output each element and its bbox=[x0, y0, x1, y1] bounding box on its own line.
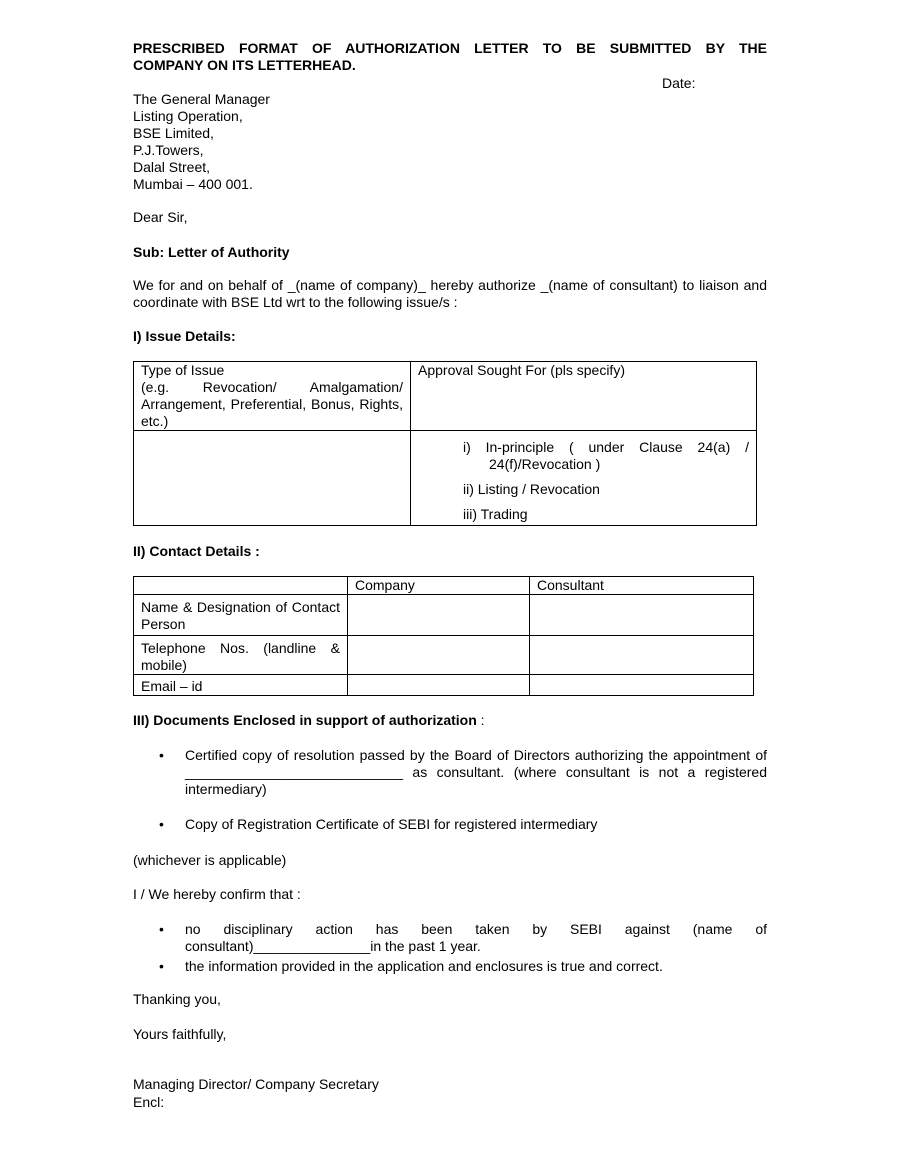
documents-heading-line bbox=[133, 712, 485, 729]
contact-consultant-cell bbox=[530, 595, 754, 636]
type-of-issue-header: Type of Issue bbox=[141, 362, 225, 378]
address-line: Mumbai – 400 001. bbox=[133, 176, 253, 192]
approval-item: ii) Listing / Revocation bbox=[463, 481, 600, 497]
list-item bbox=[133, 958, 767, 975]
bullet-icon: • bbox=[159, 816, 164, 832]
address-line: Listing Operation, bbox=[133, 108, 243, 124]
list-item bbox=[133, 921, 767, 955]
documents-heading-suffix: : bbox=[476, 712, 485, 728]
table-row bbox=[134, 595, 754, 636]
title-line-1: PRESCRIBED FORMAT OF AUTHORIZATION LETTER TO BE SUBMITTED BY THE bbox=[133, 40, 767, 56]
approval-sought-value-cell bbox=[411, 431, 757, 526]
contact-company-cell bbox=[348, 675, 530, 696]
table-row bbox=[134, 431, 757, 526]
list-item-text: Certified copy of resolution passed by the Board of Directors authorizing the appointment of ____________________________ as consultant. (where consultant is not a registered intermediary) bbox=[185, 747, 767, 797]
date-label: Date: bbox=[662, 75, 696, 91]
list-item bbox=[133, 816, 767, 833]
table-row bbox=[134, 636, 754, 675]
approval-item bbox=[463, 439, 749, 473]
contact-consultant-cell bbox=[530, 675, 754, 696]
approval-item-line: i) In-principle ( under Clause 24(a) / bbox=[463, 439, 749, 455]
contact-header-consultant: Consultant bbox=[530, 577, 754, 595]
confirm-intro: I / We hereby confirm that : bbox=[133, 886, 301, 902]
confirm-list bbox=[133, 921, 767, 975]
issue-details-heading: I) Issue Details: bbox=[133, 328, 236, 344]
signatory-title: Managing Director/ Company Secretary bbox=[133, 1076, 379, 1092]
address-line: BSE Limited, bbox=[133, 125, 214, 141]
contact-row-label: Telephone Nos. (landline & mobile) bbox=[134, 636, 348, 675]
contact-row-label: Email – id bbox=[134, 675, 348, 696]
address-line: P.J.Towers, bbox=[133, 142, 204, 158]
approval-sought-header: Approval Sought For (pls specify) bbox=[418, 362, 625, 378]
contact-company-cell bbox=[348, 636, 530, 675]
contact-details-table bbox=[133, 576, 754, 696]
intro-paragraph: We for and on behalf of _(name of company)_ hereby authorize _(name of consultant) to liaison and coordinate with BSE Ltd wrt to the following issue/s : bbox=[133, 277, 767, 310]
list-item-text: Copy of Registration Certificate of SEBI for registered intermediary bbox=[185, 816, 598, 832]
enclosures-label: Encl: bbox=[133, 1094, 165, 1110]
closing-yours: Yours faithfully, bbox=[133, 1026, 227, 1042]
address-line: Dalal Street, bbox=[133, 159, 211, 175]
contact-row-label: Name & Designation of Contact Person bbox=[134, 595, 348, 636]
table-row bbox=[134, 362, 757, 431]
documents-heading: III) Documents Enclosed in support of authorization bbox=[133, 712, 477, 728]
contact-details-heading: II) Contact Details : bbox=[133, 543, 260, 559]
documents-list bbox=[133, 747, 767, 833]
type-of-issue-examples: (e.g. Revocation/ Amalgamation/ Arrangement, Preferential, Bonus, Rights, etc.) bbox=[141, 379, 403, 429]
bullet-icon: • bbox=[159, 921, 164, 937]
applicability-note: (whichever is applicable) bbox=[133, 852, 287, 868]
address-line: The General Manager bbox=[133, 91, 270, 107]
list-item-text: no disciplinary action has been taken by SEBI against (name of consultant)_______________in the past 1 year. bbox=[185, 921, 767, 954]
recipient-address bbox=[133, 91, 270, 193]
table-row bbox=[134, 577, 754, 595]
contact-header-empty bbox=[134, 577, 348, 595]
contact-consultant-cell bbox=[530, 636, 754, 675]
approval-sought-header-cell bbox=[411, 362, 757, 431]
list-item-text: the information provided in the application and enclosures is true and correct. bbox=[185, 958, 663, 974]
issue-details-table bbox=[133, 361, 757, 526]
contact-company-cell bbox=[348, 595, 530, 636]
contact-header-company: Company bbox=[348, 577, 530, 595]
approval-item-line: 24(f)/Revocation ) bbox=[489, 456, 601, 472]
title-line-2: COMPANY ON ITS LETTERHEAD. bbox=[133, 57, 356, 73]
type-of-issue-cell bbox=[134, 362, 411, 431]
table-row bbox=[134, 675, 754, 696]
list-item bbox=[133, 747, 767, 798]
letter-page bbox=[133, 40, 767, 1110]
bullet-icon: • bbox=[159, 747, 164, 763]
bullet-icon: • bbox=[159, 958, 164, 974]
approval-item: iii) Trading bbox=[463, 506, 528, 522]
document-title bbox=[133, 40, 767, 74]
salutation: Dear Sir, bbox=[133, 209, 188, 225]
type-of-issue-value-cell bbox=[134, 431, 411, 526]
subject-line: Sub: Letter of Authority bbox=[133, 244, 290, 260]
closing-thanks: Thanking you, bbox=[133, 991, 221, 1007]
